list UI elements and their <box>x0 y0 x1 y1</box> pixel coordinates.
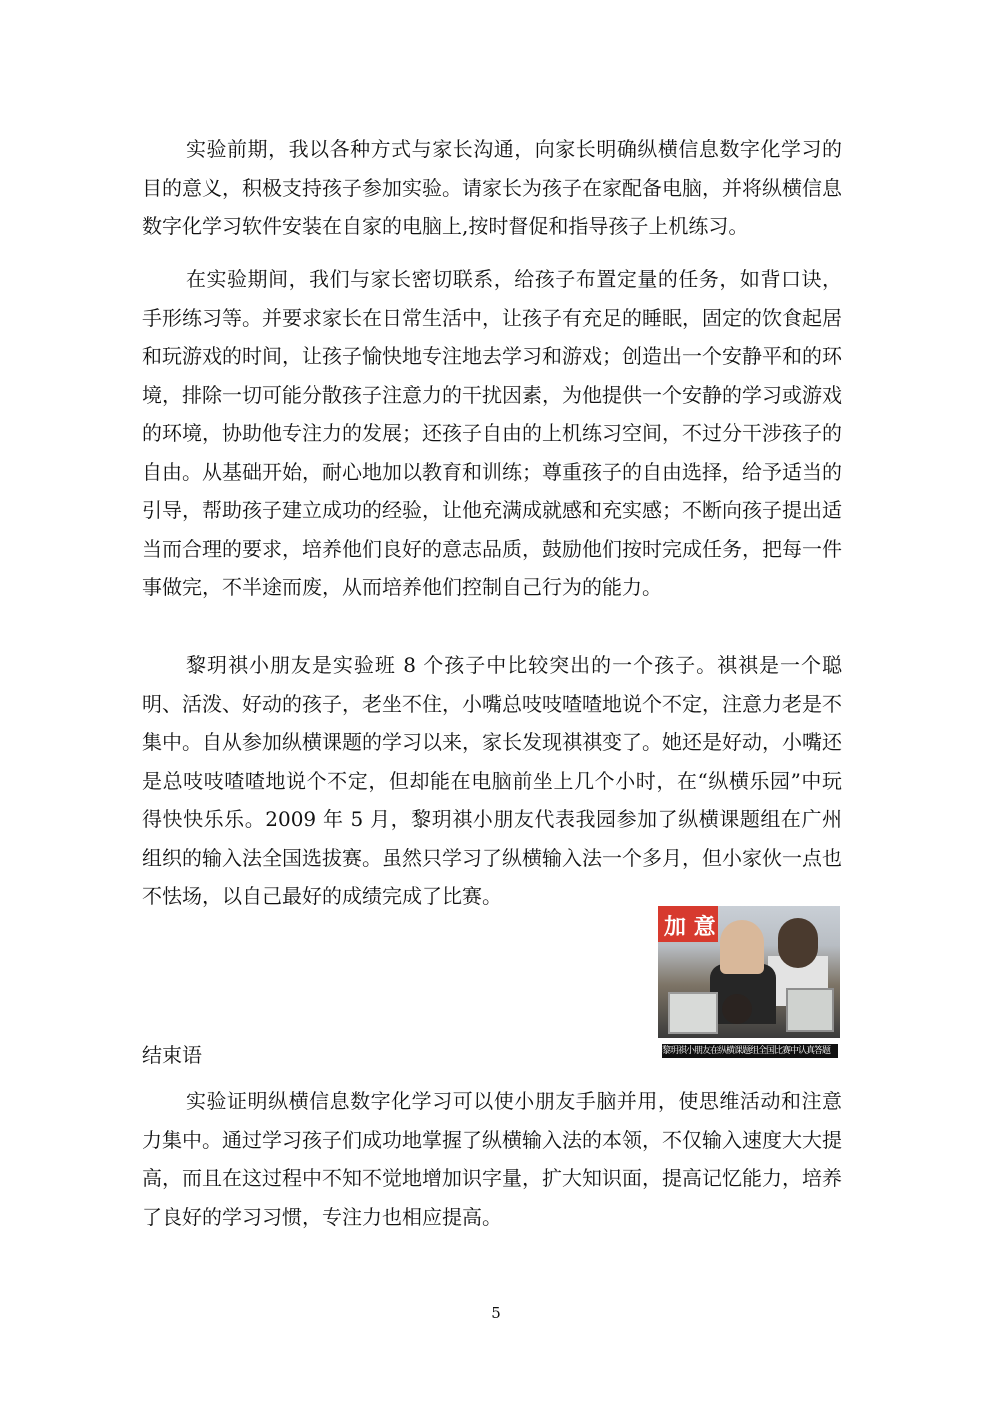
photo-banner: 加 意 <box>658 906 718 942</box>
competition-photo <box>658 906 840 1038</box>
paragraph-pre-experiment: 实验前期，我以各种方式与家长沟通，向家长明确纵横信息数字化学习的目的意义，积极支持孩子参加实验。请家长为孩子在家配备电脑，并将纵横信息数字化学习软件安装在自家的电脑上,按时督促和指导孩子上机练习。 <box>142 137 842 238</box>
paragraph-conclusion: 实验证明纵横信息数字化学习可以使小朋友手脑并用，使思维活动和注意力集中。通过学习孩子们成功地掌握了纵横输入法的本领，不仅输入速度大大提高，而且在这过程中不知不觉地增加识字量，扩大知识面，提高记忆能力，培养了良好的学习习惯，专注力也相应提高。 <box>142 1089 842 1229</box>
page-number: 5 <box>491 1304 501 1322</box>
section-heading-conclusion: 结束语 <box>142 1043 202 1067</box>
photo-caption: 黎玥祺小朋友在纵横课题组全国比赛中认真答题 <box>662 1044 838 1058</box>
paragraph-during-experiment: 在实验期间，我们与家长密切联系，给孩子布置定量的任务，如背口诀，手形练习等。并要求家长在日常生活中，让孩子有充足的睡眠，固定的饮食起居和玩游戏的时间，让孩子愉快地专注地去学习和游戏；创造出一个安静平和的环境，排除一切可能分散孩子注意力的干扰因素，为他提供一个安静的学习或游戏的环境，协助他专注力的发展；还孩子自由的上机练习空间，不过分干涉孩子的自由。从基础开始，耐心地加以教育和训练；尊重孩子的自由选择，给予适当的引导，帮助孩子建立成功的经验，让他充满成就感和充实感；不断向孩子提出适当而合理的要求，培养他们良好的意志品质，鼓励他们按时完成任务，把每一件事做完，不半途而废，从而培养他们控制自己行为的能力。 <box>142 267 842 599</box>
paragraph-case-study: 黎玥祺小朋友是实验班 8 个孩子中比较突出的一个孩子。祺祺是一个聪明、活泼、好动的孩子，老坐不住，小嘴总吱吱喳喳地说个不定，注意力老是不集中。自从参加纵横课题的学习以来，家长发现祺祺变了。她还是好动，小嘴还是总吱吱喳喳地说个不定，但却能在电脑前坐上几个小时，在“纵横乐园”中玩得快快乐乐。2009 年 5 月，黎玥祺小朋友代表我园参加了纵横课题组在广州组织的输入法全国选拔赛。虽然只学习了纵横输入法一个多月，但小家伙一点也不怯场，以自己最好的成绩完成了比赛。 <box>142 653 842 908</box>
